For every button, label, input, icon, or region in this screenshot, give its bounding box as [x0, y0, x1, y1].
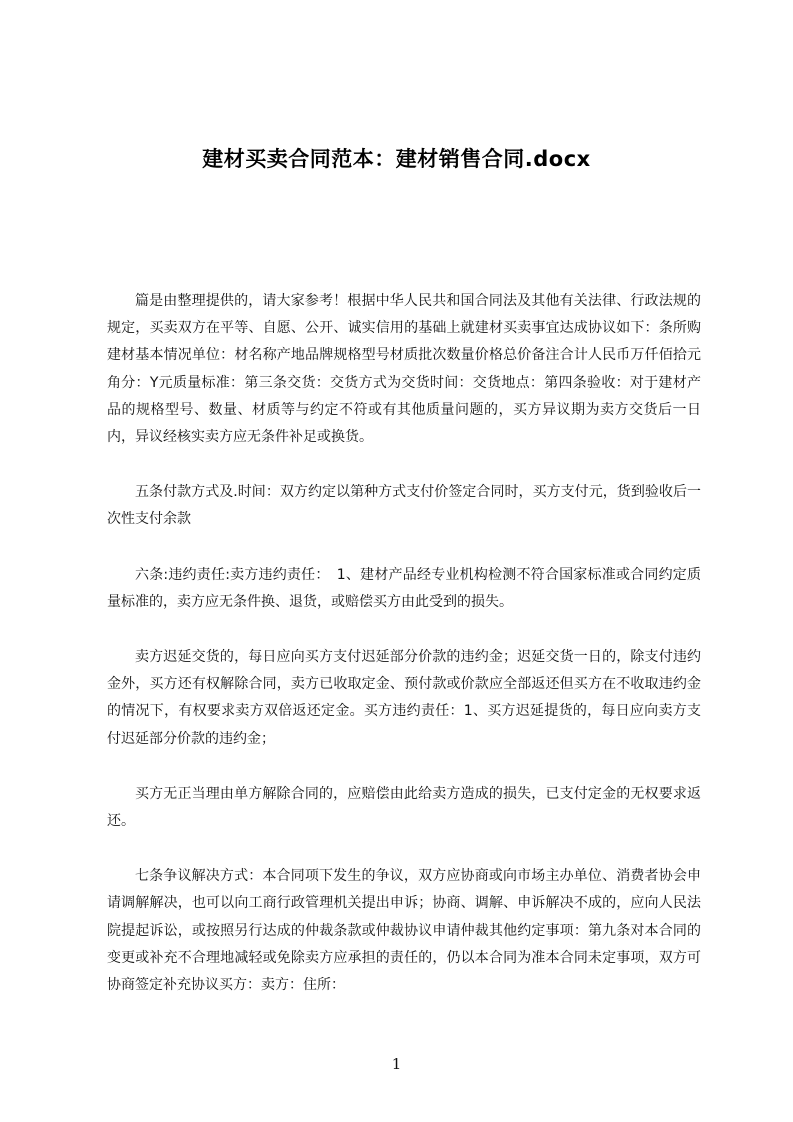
paragraph-2: 五条付款方式及.时间：双方约定以第种方式支付价签定合同时，买方支付元，货到验收后一次性支付余款: [107, 484, 701, 528]
paragraph-1: 篇是由整理提供的，请大家参考！根据中华人民共和国合同法及其他有关法律、行政法规的规定，买卖双方在平等、自愿、公开、诚实信用的基础上就建材买卖事宜达成协议如下：条所购建材基本情况单位：材名称产地品牌规格型号材质批次数量价格总价备注合计人民币万仟佰拾元角分：Y元质量标准：第三条交货：交货方式为交货时间：交货地点：第四条验收：对于建材产品的规格型号、数量、材质等与约定不符或有其他质量问题的，买方异议期为卖方交货后一日内，异议经核实卖方应无条件补足或换货。: [107, 293, 701, 446]
page-number: 1: [391, 1055, 402, 1073]
paragraph-4: 卖方迟延交货的，每日应向买方支付迟延部分价款的违约金；迟延交货一日的，除支付违约金外，买方还有权解除合同，卖方已收取定金、预付款或价款应全部返还但买方在不收取违约金的情况下，有权要求卖方双倍返还定金。买方违约责任：1、买方迟延提货的，每日应向卖方支付迟延部分价款的违约金；: [107, 649, 701, 747]
document-body: [107, 288, 701, 1027]
paragraph-5: 买方无正当理由单方解除合同的，应赔偿由此给卖方造成的损失，已支付定金的无权要求返还。: [107, 785, 701, 830]
paragraph-3: 六条:违约责任:卖方违约责任： 1、建材产品经专业机构检测不符合国家标准或合同约定质量标准的，卖方应无条件换、退货，或赔偿买方由此受到的损失。: [107, 566, 701, 610]
document-title: 建材买卖合同范本：建材销售合同.docx: [202, 147, 591, 171]
paragraph-6: 七条争议解决方式：本合同项下发生的争议，双方应协商或向市场主办单位、消费者协会申请调解解决，也可以向工商行政管理机关提出申诉；协商、调解、申诉解决不成的，应向人民法院提起诉讼，或按照另行达成的仲裁条款或仲裁协议申请仲裁其他约定事项：第九条对本合同的变更或补充不合理地减轻或免除卖方应承担的责任的，仍以本合同为准本合同未定事项，双方可协商签定补充协议买方：卖方：住所：: [107, 868, 701, 994]
